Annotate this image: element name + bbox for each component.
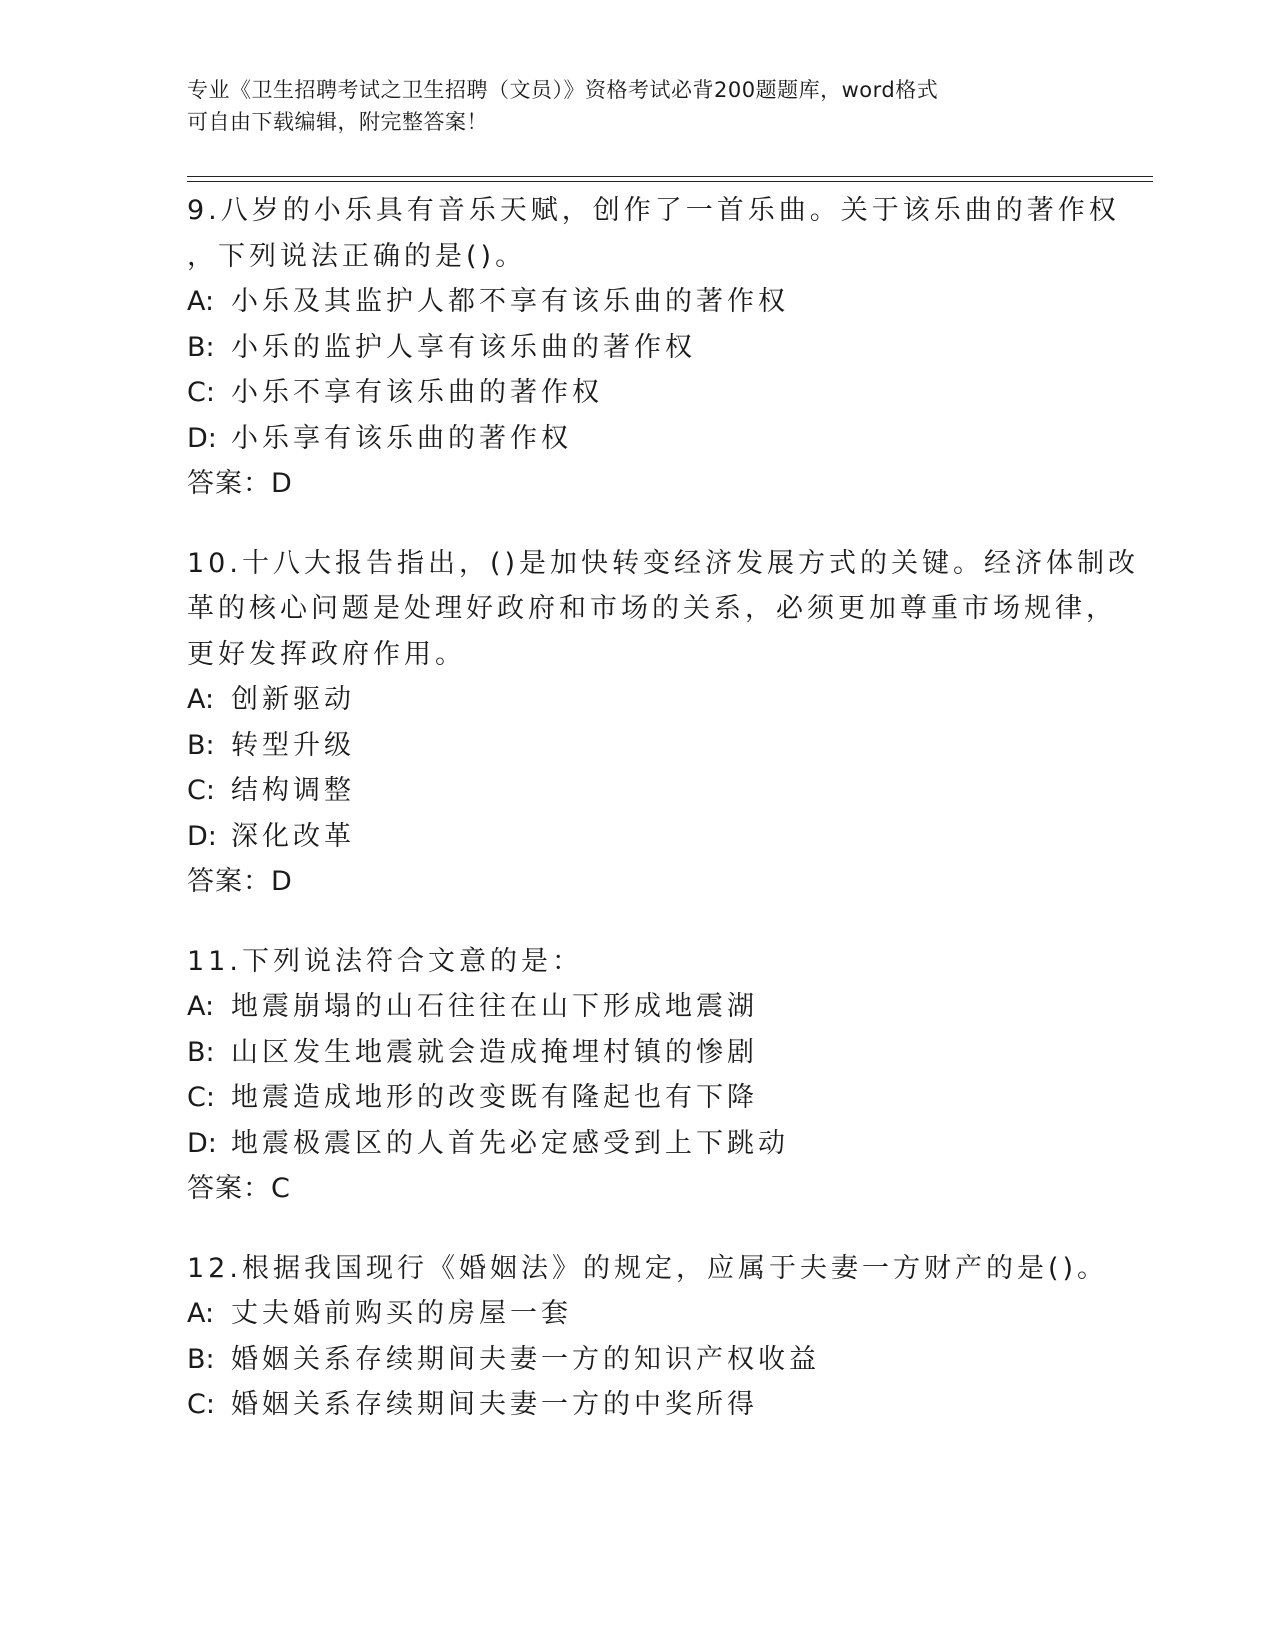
question-stem-line: 更好发挥政府作用。 [187,638,466,670]
option-b [187,1030,1087,1076]
document-header [187,74,1067,138]
question-12 [187,1246,1109,1428]
option-text: 婚姻关系存续期间夫妻一方的知识产权收益 [231,1343,820,1375]
option-text: 小乐享有该乐曲的著作权 [231,422,572,454]
option-d [187,1121,1087,1167]
option-c [187,1382,1087,1428]
answer-line: 答案：D [187,866,293,897]
question-9 [187,188,1120,507]
option-letter: C: [187,1082,215,1113]
option-c [187,370,1087,416]
question-stem-line: 12.根据我国现行《婚姻法》的规定，应属于夫妻一方财产的是()。 [187,1252,1109,1284]
header-line-1: 专业《卫生招聘考试之卫生招聘（文员）》资格考试必背200题题库，word格式 [187,78,939,102]
header-line-2: 可自由下载编辑，附完整答案！ [187,110,488,134]
answer-line: 答案：C [187,1173,291,1204]
option-text: 婚姻关系存续期间夫妻一方的中奖所得 [231,1389,758,1420]
option-b [187,1337,1087,1383]
option-letter: C: [187,1389,215,1420]
question-stem-line: 革的核心问题是处理好政府和市场的关系，必须更加尊重市场规律， [187,593,1117,624]
option-letter: B: [187,729,215,761]
option-c [187,768,1087,814]
option-a [187,1291,1087,1337]
option-b [187,723,1087,769]
question-stem-line: 9.八岁的小乐具有音乐天赋，创作了一首乐曲。关于该乐曲的著作权 [187,195,1120,226]
option-d [187,814,1087,860]
option-letter: D: [187,820,217,852]
option-text: 小乐及其监护人都不享有该乐曲的著作权 [231,286,789,317]
option-letter: C: [187,377,215,408]
option-letter: A: [187,1298,215,1329]
option-text: 结构调整 [231,775,355,806]
option-text: 创新驱动 [231,684,355,715]
option-text: 地震造成地形的改变既有隆起也有下降 [231,1082,758,1113]
option-b [187,325,1087,371]
option-letter: D: [187,1127,217,1159]
option-a [187,984,1087,1030]
option-text: 小乐的监护人享有该乐曲的著作权 [231,331,696,363]
option-letter: A: [187,991,215,1022]
question-10 [187,541,1140,905]
option-letter: C: [187,775,215,806]
option-text: 深化改革 [231,820,355,852]
question-list [187,188,1140,1462]
option-a [187,279,1087,325]
option-text: 地震崩塌的山石往往在山下形成地震湖 [231,991,758,1022]
option-letter: A: [187,684,215,715]
option-letter: D: [187,422,217,454]
option-text: 山区发生地震就会造成掩埋村镇的惨剧 [231,1036,758,1068]
header-divider-bottom [187,181,1153,182]
option-a [187,677,1087,723]
option-text: 地震极震区的人首先必定感受到上下跳动 [231,1127,789,1159]
option-letter: B: [187,1036,215,1068]
option-text: 转型升级 [231,729,355,761]
question-stem-line: 10.十八大报告指出，()是加快转变经济发展方式的关键。经济体制改 [187,547,1140,579]
question-stem-line: ，下列说法正确的是()。 [187,240,527,272]
answer-line: 答案：D [187,468,293,499]
option-letter: A: [187,286,215,317]
option-letter: B: [187,331,215,363]
option-text: 丈夫婚前购买的房屋一套 [231,1298,572,1329]
question-stem-line: 11.下列说法符合文意的是： [187,945,583,977]
option-d [187,416,1087,462]
option-letter: B: [187,1343,215,1375]
header-divider-top [187,176,1153,177]
question-11 [187,939,1087,1212]
option-text: 小乐不享有该乐曲的著作权 [231,377,603,408]
option-c [187,1075,1087,1121]
